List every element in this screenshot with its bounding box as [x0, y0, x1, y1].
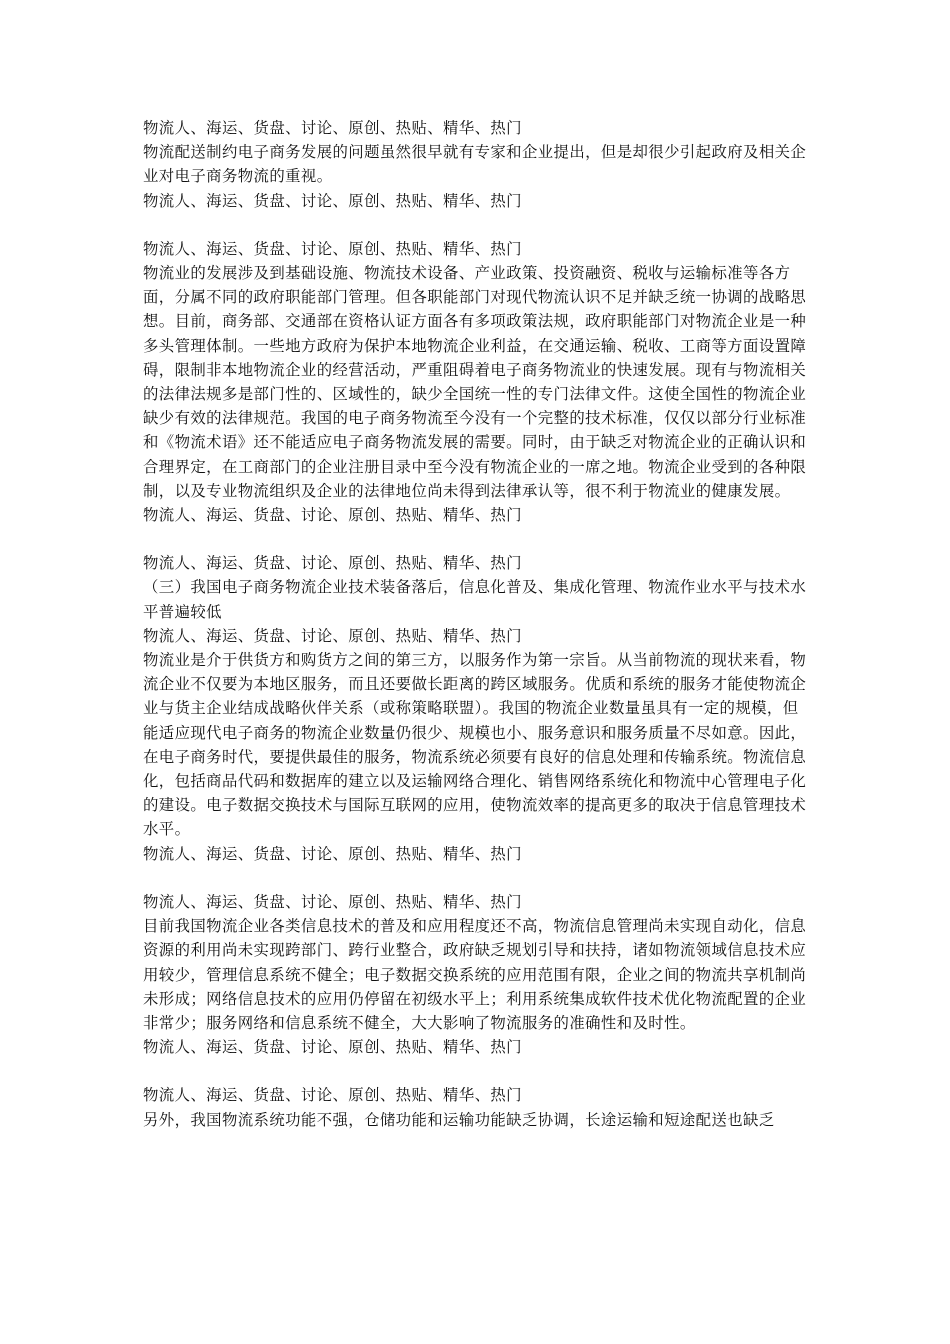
body-paragraph: 物流配送制约电子商务发展的问题虽然很早就有专家和企业提出，但是却很少引起政府及相关企业对电子商务物流的重视。 — [143, 143, 807, 186]
body-paragraph: 另外，我国物流系统功能不强，仓储功能和运输功能缺乏协调，长途运输和短途配送也缺乏 — [143, 1110, 775, 1129]
blank-line — [143, 213, 811, 237]
tag-line: 物流人、海运、货盘、讨论、原创、热贴、精华、热门 — [143, 1086, 522, 1105]
tag-line: 物流人、海运、货盘、讨论、原创、热贴、精华、热门 — [143, 844, 522, 863]
section-heading: （三）我国电子商务物流企业技术装备落后，信息化普及、集成化管理、物流作业水平与技术水平普遍较低 — [143, 578, 807, 621]
body-paragraph: 目前我国物流企业各类信息技术的普及和应用程度还不高，物流信息管理尚未实现自动化，信息资源的利用尚未实现跨部门、跨行业整合，政府缺乏规划引导和扶持，诸如物流领域信息技术应用较少，管理信息系统不健全；电子数据交换系统的应用范围有限，企业之间的物流共享机制尚未形成；网络信息技术的应用仍停留在初级水平上；利用系统集成软件技术优化物流配置的企业非常少；服务网络和信息系统不健全，大大影响了物流服务的准确性和及时性。 — [143, 917, 807, 1032]
blank-line — [143, 866, 811, 890]
tag-line: 物流人、海运、货盘、讨论、原创、热贴、精华、热门 — [143, 119, 522, 137]
document-body — [143, 116, 811, 1132]
tag-line: 物流人、海运、货盘、讨论、原创、热贴、精华、热门 — [143, 892, 522, 911]
blank-line — [143, 1059, 811, 1083]
tag-line: 物流人、海运、货盘、讨论、原创、热贴、精华、热门 — [143, 1038, 522, 1057]
tag-line: 物流人、海运、货盘、讨论、原创、热贴、精华、热门 — [143, 554, 522, 573]
tag-line: 物流人、海运、货盘、讨论、原创、热贴、精华、热门 — [143, 506, 522, 525]
body-paragraph: 物流业的发展涉及到基础设施、物流技术设备、产业政策、投资融资、税收与运输标准等各方面，分属不同的政府职能部门管理。但各职能部门对现代物流认识不足并缺乏统一协调的战略思想。目前，商务部、交通部在资格认证方面各有多项政策法规，政府职能部门对物流企业是一种多头管理体制。一些地方政府为保护本地物流企业利益，在交通运输、税收、工商等方面设置障碍，限制非本地物流企业的经营活动，严重阻碍着电子商务物流业的快速发展。现有与物流相关的法律法规多是部门性的、区域性的，缺少全国统一性的专门法律文件。这使全国性的物流企业缺少有效的法律规范。我国的电子商务物流至今没有一个完整的技术标准，仅仅以部分行业标准和《物流术语》还不能适应电子商务物流发展的需要。同时，由于缺乏对物流企业的正确认识和合理界定，在工商部门的企业注册目录中至今没有物流企业的一席之地。物流企业受到的各种限制，以及专业物流组织及企业的法律地位尚未得到法律承认等，很不利于物流业的健康发展。 — [143, 264, 807, 500]
blank-line — [143, 527, 811, 551]
tag-line: 物流人、海运、货盘、讨论、原创、热贴、精华、热门 — [143, 191, 522, 210]
tag-line: 物流人、海运、货盘、讨论、原创、热贴、精华、热门 — [143, 626, 522, 645]
body-paragraph: 物流业是介于供货方和购货方之间的第三方，以服务作为第一宗旨。从当前物流的现状来看，物流企业不仅要为本地区服务，而且还要做长距离的跨区域服务。优质和系统的服务才能使物流企业与货主企业结成战略伙伴关系（或称策略联盟）。我国的物流企业数量虽具有一定的规模，但能适应现代电子商务的物流企业数量仍很少、规模也小、服务意识和服务质量不尽如意。因此，在电子商务时代，要提供最佳的服务，物流系统必须要有良好的信息处理和传输系统。物流信息化，包括商品代码和数据库的建立以及运输网络合理化、销售网络系统化和物流中心管理电子化的建设。电子数据交换技术与国际互联网的应用，使物流效率的提高更多的取决于信息管理技术水平。 — [143, 651, 807, 839]
tag-line: 物流人、海运、货盘、讨论、原创、热贴、精华、热门 — [143, 239, 522, 258]
